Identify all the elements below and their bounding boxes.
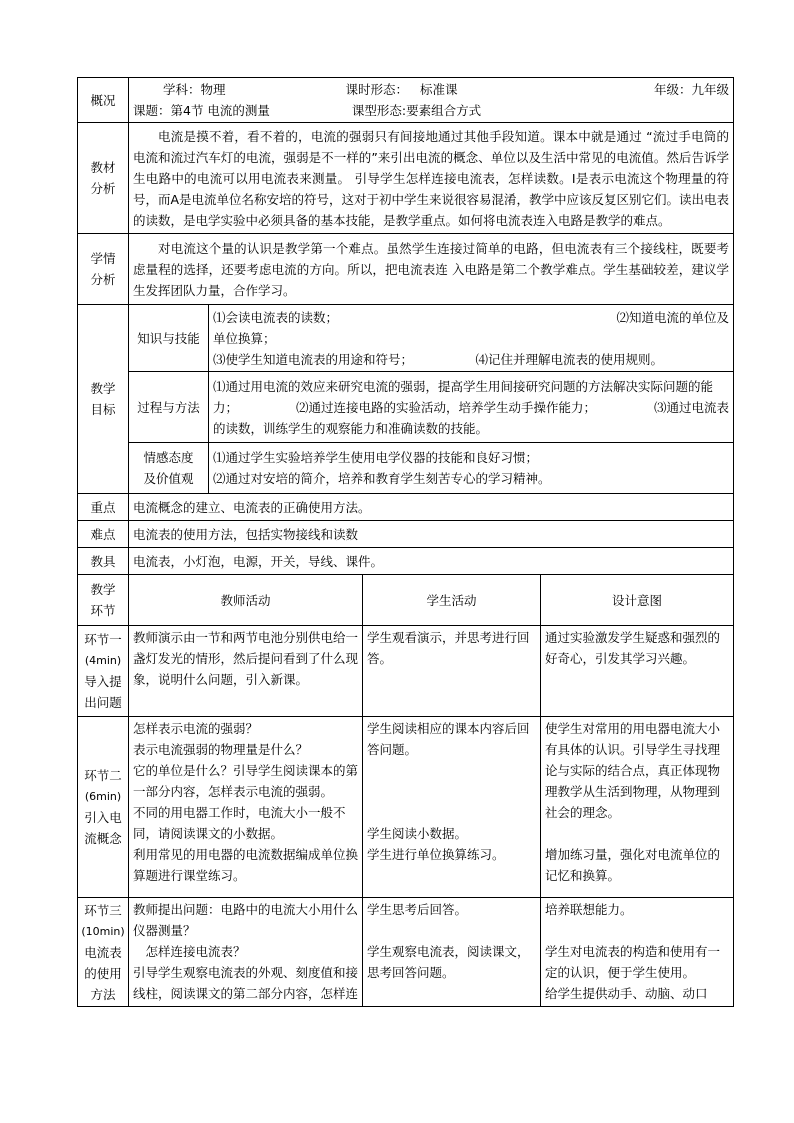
tools-label: 教具 <box>78 548 129 575</box>
overview-content <box>129 78 734 123</box>
knowledge-label: 知识与技能 <box>129 305 209 372</box>
textbook-label: 教材 分析 <box>78 123 129 234</box>
process-goals: ⑴通过用电流的效应来研究电流的强弱，提高学生用间接研究问题的方法解决实际问题的能 力； ⑵通过连接电路的实验活动，培养学生动手操作能力； ⑶通过电流表 的读数，训练学生的观察能力和准确读数的技能。 <box>209 372 734 443</box>
key-point-text: 电流概念的建立、电流表的正确使用方法。 <box>129 494 734 521</box>
key-point-row <box>78 494 734 521</box>
stage2-label: 环节二 (6min) 引入电 流概念 <box>78 717 129 898</box>
stage1-design: 通过实验激发学生疑惑和强烈的好奇心，引发其学习兴趣。 <box>541 626 734 717</box>
difficulty-label: 难点 <box>78 521 129 548</box>
process-header-row <box>78 575 734 626</box>
stage3-design: 培养联想能力。 学生对电流表的构造和使用有一定的认识，便于学生使用。 给学生提供动手、动脑、动口 <box>541 898 734 1007</box>
lesson-type: 课型形态:要素组合方式 <box>351 103 482 118</box>
stage3-teacher: 教师提出问题：电路中的电流大小用什么仪器测量？ 怎样连接电流表？ 引导学生观察电流表的外观、刻度值和接线柱，阅读课文的第二部分内容，怎样连 <box>129 898 363 1007</box>
stage2-design: 使学生对常用的用电器电流大小有具体的认识。引导学生寻找理论与实际的结合点，真正体现物理教学从生活到物理，从物理到社会的理念。 增加练习量，强化对电流单位的记忆和换算。 <box>541 717 734 898</box>
grade: 年级：九年级 <box>654 82 730 97</box>
students-label: 学情 分析 <box>78 234 129 305</box>
stage3-row <box>78 898 734 1007</box>
goal-attitude-row <box>78 443 734 494</box>
overview-row <box>78 78 734 123</box>
subject: 学科：物理 <box>163 82 226 97</box>
header-teacher: 教师活动 <box>129 575 363 626</box>
header-student: 学生活动 <box>363 575 541 626</box>
lesson-topic: 课题：第4节 电流的测量 <box>133 103 270 118</box>
header-design: 设计意图 <box>541 575 734 626</box>
stage3-label: 环节三 (10min) 电流表 的使用 方法 <box>78 898 129 1007</box>
knowledge-goals: ⑴会读电流表的读数； ⑵知道电流的单位及 单位换算； ⑶使学生知道电流表的用途和符号； ⑷记住并理解电流表的使用规则。 <box>209 305 734 372</box>
lesson-form: 课时形态： 标准课 <box>345 82 458 97</box>
tools-row <box>78 548 734 575</box>
key-point-label: 重点 <box>78 494 129 521</box>
stage1-row <box>78 626 734 717</box>
overview-label: 概况 <box>78 78 129 123</box>
stage1-teacher: 教师演示由一节和两节电池分别供电给一盏灯发光的情形，然后提问看到了什么现象，说明什么问题，引入新课。 <box>129 626 363 717</box>
students-row <box>78 234 734 305</box>
stage1-student: 学生观看演示，并思考进行回答。 <box>363 626 541 717</box>
stage3-student: 学生思考后回答。 学生观察电流表，阅读课文，思考回答问题。 <box>363 898 541 1007</box>
attitude-label: 情感态度 及价值观 <box>129 443 209 494</box>
tools-text: 电流表，小灯泡，电源，开关，导线、课件。 <box>129 548 734 575</box>
stage2-row <box>78 717 734 898</box>
lesson-plan-table <box>77 77 734 1007</box>
stage1-label: 环节一 (4min) 导入提 出问题 <box>78 626 129 717</box>
students-analysis: 对电流这个量的认识是教学第一个难点。虽然学生连接过简单的电路，但电流表有三个接线柱，既要考虑量程的选择，还要考虑电流的方向。所以，把电流表连 入电路是第二个教学难点。学生基础较差，建议学生发挥团队力量，合作学习。 <box>129 234 734 305</box>
stage2-teacher: 怎样表示电流的强弱？ 表示电流强弱的物理量是什么？ 它的单位是什么？引导学生阅读课本的第一部分内容，怎样表示电流的强弱。 不同的用电器工作时，电流大小一般不同，请阅读课文的小数据。 利用常见的用电器的电流数据编成单位换算题进行课堂练习。 <box>129 717 363 898</box>
goal-process-row <box>78 372 734 443</box>
attitude-goals: ⑴通过学生实验培养学生使用电学仪器的技能和良好习惯； ⑵通过对安培的简介，培养和教育学生刻苦专心的学习精神。 <box>209 443 734 494</box>
header-stage: 教学 环节 <box>78 575 129 626</box>
difficulty-text: 电流表的使用方法，包括实物接线和读数 <box>129 521 734 548</box>
goal-knowledge-row <box>78 305 734 372</box>
stage2-student: 学生阅读相应的课本内容后回答问题。 学生阅读小数据。 学生进行单位换算练习。 <box>363 717 541 898</box>
process-label: 过程与方法 <box>129 372 209 443</box>
textbook-analysis: 电流是摸不着，看不着的，电流的强弱只有间接地通过其他手段知道。课本中就是通过 “流过手电筒的电流和流过汽车灯的电流，强弱是不一样的”来引出电流的概念、单位以及生活中常见的电流值。然后告诉学生电路中的电流可以用电流表来测量。 引导学生怎样连接电流表，怎样读数。I是表示电流这个物理量的符号，而A是电流单位名称安培的符号，这对于初中学生来说很容易混淆，教学中应该反复区别它们。读出电表的读数，是电学实验中必须具备的基本技能，是教学重点。如何将电流表连入电路是教学的难点。 <box>129 123 734 234</box>
difficulty-row <box>78 521 734 548</box>
goals-label: 教学 目标 <box>78 305 129 494</box>
textbook-row <box>78 123 734 234</box>
